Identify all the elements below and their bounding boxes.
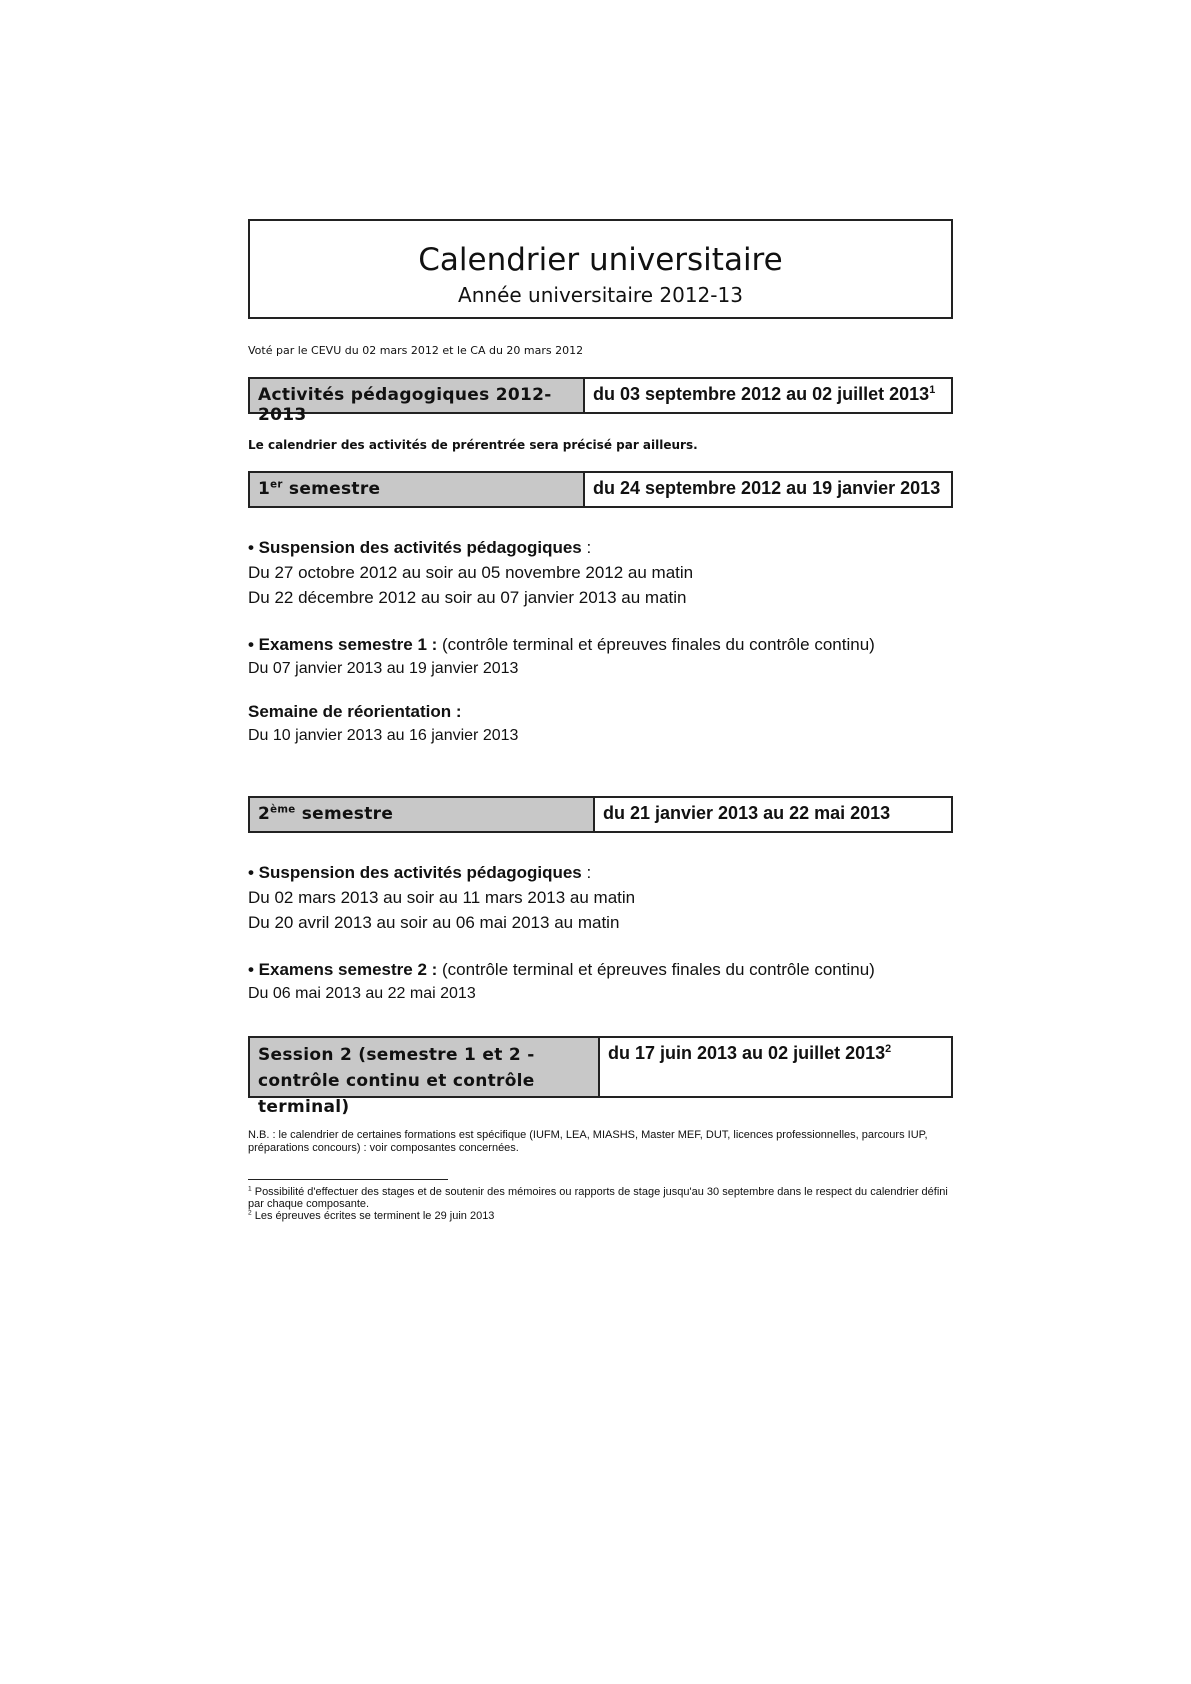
s1-exam-detail: (contrôle terminal et épreuves finales du contrôle continu) [437,635,875,654]
semestre2-row [248,796,953,833]
activites-value [585,379,951,412]
footnote-1-text: Possibilité d'effectuer des stages et de soutenir des mémoires ou rapports de stage jusqu'au 30 septembre dans le respect du calendrier défini par chaque composante. [248,1186,948,1210]
s1-susp-line-2: Du 22 décembre 2012 au soir au 07 janvier 2013 au matin [248,588,687,607]
footnote-2-num: 2 [248,1209,252,1217]
session2-label-line-1: Session 2 (semestre 1 et 2 - [258,1045,535,1065]
semestre2-exams [248,957,953,1006]
semestre1-value: du 24 septembre 2012 au 19 janvier 2013 [593,478,941,498]
prerentree-note: Le calendrier des activités de prérentrée sera précisé par ailleurs. [248,438,698,452]
footnote-2 [248,1210,953,1222]
semestre2-text: semestre [295,804,394,824]
footnote-2-text: Les épreuves écrites se terminent le 29 juin 2013 [251,1210,495,1222]
activites-dates: du 03 septembre 2012 au 02 juillet 2013 [593,384,930,404]
semestre1-suspension [248,535,953,610]
semestre1-row [248,471,953,508]
semestre1-sup: er [270,479,283,491]
semestre1-suspension-title [248,535,953,560]
s1-exam-title-text: • Examens semestre 1 : [248,635,438,654]
semestre2-value: du 21 janvier 2013 au 22 mai 2013 [603,803,891,823]
s1-exam-dates: Du 07 janvier 2013 au 19 janvier 2013 [248,660,519,677]
nb-note: N.B. : le calendrier de certaines formations est spécifique (IUFM, LEA, MIASHS, Master MEF, DUT, licences professionnelles, parcours IUP, préparations concours) : voir composantes concernées. [248,1129,928,1154]
s1-susp-title-text: • Suspension des activités pédagogiques [248,538,582,557]
semestre1-label [250,473,585,506]
s2-susp-colon: : [581,863,592,882]
footnote-ref-2: 2 [885,1043,892,1055]
s2-exam-detail: (contrôle terminal et épreuves finales du contrôle continu) [437,960,875,979]
s1-susp-line-1: Du 27 octobre 2012 au soir au 05 novembre 2012 au matin [248,563,694,582]
vote-note: Voté par le CEVU du 02 mars 2012 et le CA du 20 mars 2012 [248,344,584,357]
semestre2-suspension [248,860,953,935]
calendar-page [248,219,953,1222]
footnote-1-num: 1 [248,1185,252,1193]
semestre2-sup: ème [270,804,296,816]
semestre1-text: semestre [282,479,381,499]
page-title: Calendrier universitaire [418,242,783,278]
reorientation-dates: Du 10 janvier 2013 au 16 janvier 2013 [248,727,519,744]
s2-susp-line-2: Du 20 avril 2013 au soir au 06 mai 2013 au matin [248,913,620,932]
title-box [248,219,953,319]
activites-row [248,377,953,425]
s1-susp-colon: : [581,538,592,557]
session2-label [250,1038,600,1117]
s2-exam-dates: Du 06 mai 2013 au 22 mai 2013 [248,985,476,1002]
session2-row [248,1036,953,1117]
page-subtitle: Année universitaire 2012-13 [458,283,743,308]
reorientation-title: Semaine de réorientation : [248,702,462,721]
semestre2-suspension-title [248,860,953,885]
session2-dates: du 17 juin 2013 au 02 juillet 2013 [608,1043,886,1063]
footnote-ref-1: 1 [929,384,936,396]
semestre1-reorientation [248,699,953,748]
s2-susp-title-text: • Suspension des activités pédagogiques [248,863,582,882]
semestre1-exams [248,632,953,681]
activites-label: Activités pédagogiques 2012-2013 [250,379,585,412]
s2-exam-title-text: • Examens semestre 2 : [248,960,438,979]
footnote-1 [248,1186,953,1210]
s2-susp-line-1: Du 02 mars 2013 au soir au 11 mars 2013 au matin [248,888,636,907]
s2-exam-title [248,957,953,982]
semestre2-label [250,798,595,831]
footnote-divider [248,1179,448,1180]
semestre2-num: 2 [258,804,271,824]
session2-label-line-2: contrôle continu et contrôle terminal) [258,1071,535,1117]
s1-exam-title [248,632,953,657]
semestre1-num: 1 [258,479,271,499]
session2-value [600,1038,951,1096]
